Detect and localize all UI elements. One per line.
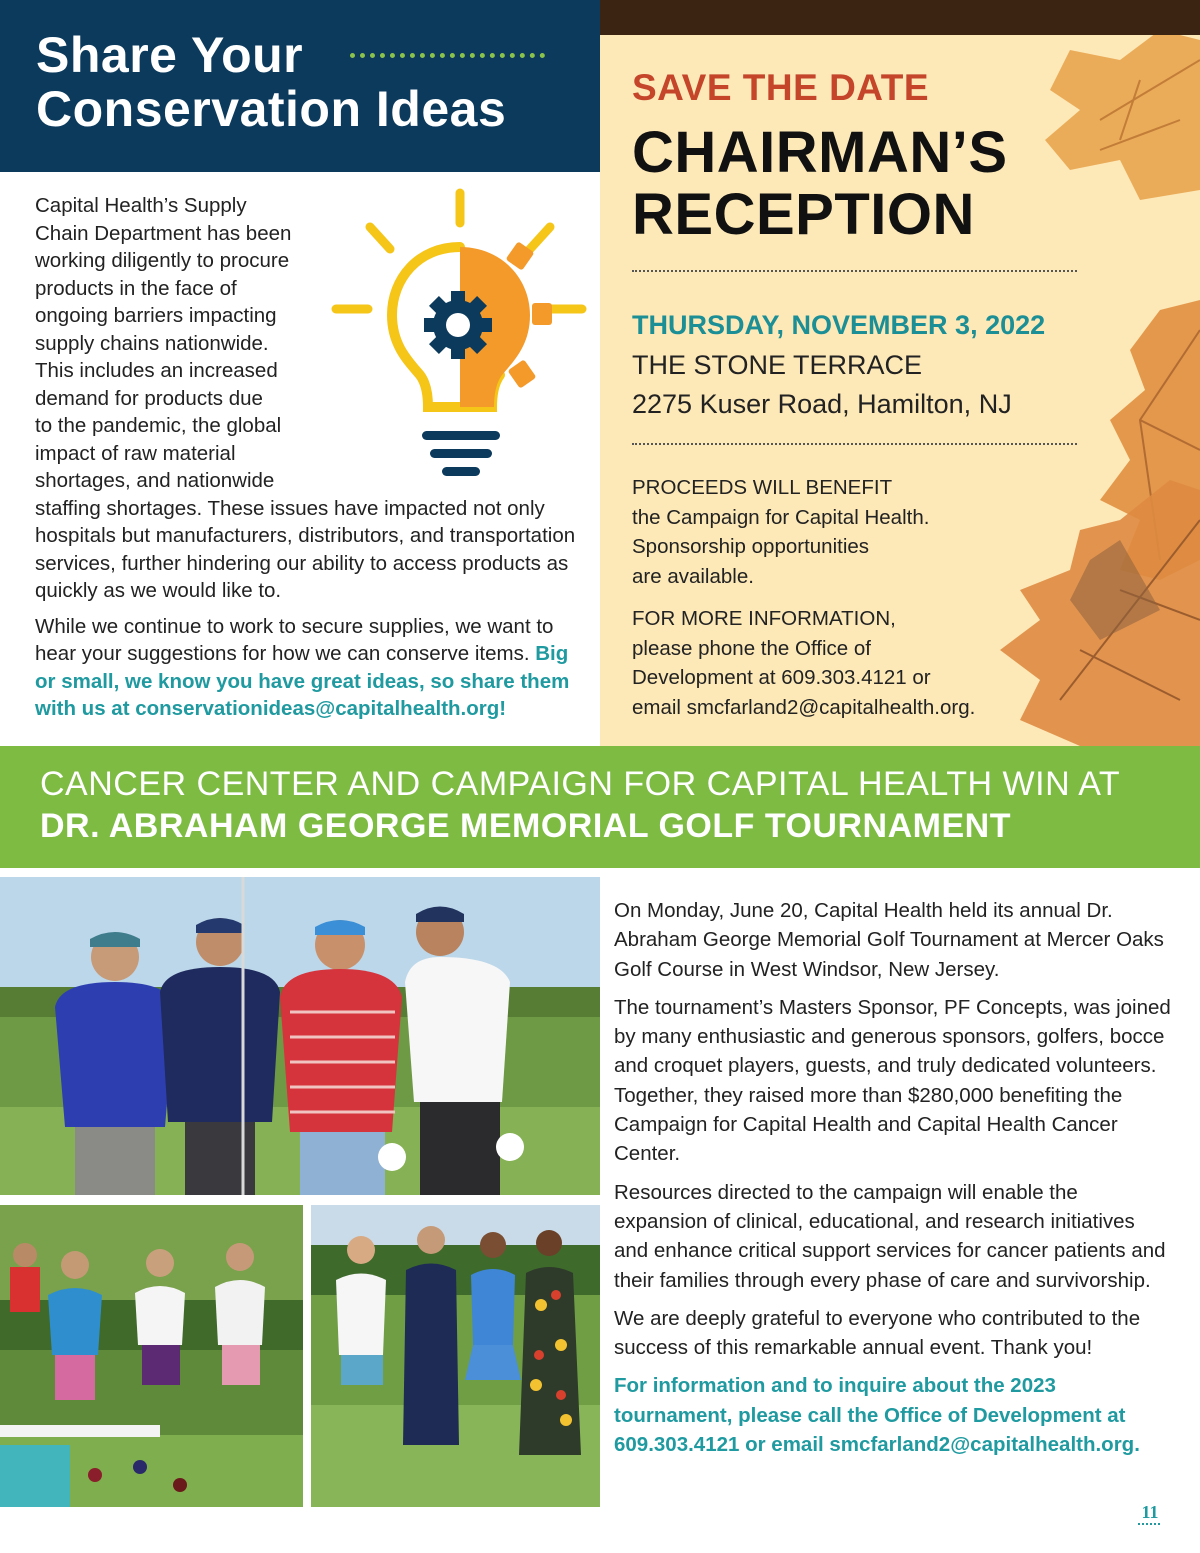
conservation-paragraph-1-tail: staffing shortages. These issues have impacted not only hospitals but manufacturers, distributors, and transportation services, further hindering our ability to access products as quickly as we would like to. (35, 496, 576, 602)
dotted-accent-line (350, 53, 545, 58)
event-title (632, 122, 1082, 246)
info-line: FOR MORE INFORMATION, (632, 607, 896, 630)
event-details (632, 473, 1052, 735)
conservation-paragraph-2-text: While we continue to work to secure supplies, we want to hear your suggestions for how we can conserve items. (35, 614, 554, 665)
event-date: THURSDAY, NOVEMBER 3, 2022 (632, 310, 1046, 340)
conservation-header (0, 0, 600, 172)
event-title-line1: CHAIRMAN’S (632, 120, 1008, 185)
conservation-line: shortages, and nationwide (35, 469, 275, 492)
save-the-date-top-bar (600, 0, 1200, 35)
event-location (632, 346, 1112, 424)
event-title-line2: RECEPTION (632, 182, 975, 247)
save-the-date-heading (632, 66, 1082, 246)
event-venue: THE STONE TERRACE (632, 350, 923, 380)
save-the-date-panel (600, 0, 1200, 746)
golf-tournament-banner (0, 746, 1200, 868)
info-line: please phone the Office of (632, 636, 871, 660)
conservation-line: working diligently to procure (35, 249, 290, 272)
conservation-line: to the pandemic, the global (35, 414, 282, 437)
photo-croquet-players (311, 1205, 600, 1507)
conservation-body (35, 192, 580, 731)
conservation-paragraph-1 (35, 192, 580, 605)
conservation-line: ongoing barriers impacting (35, 304, 277, 327)
banner-line1: CANCER CENTER AND CAMPAIGN FOR CAPITAL HEALTH WIN AT (40, 765, 1121, 803)
event-address: 2275 Kuser Road, Hamilton, NJ (632, 389, 1012, 419)
conservation-paragraph-2 (35, 613, 580, 723)
conservation-line: Capital Health’s Supply (35, 194, 247, 217)
photo-four-golfers (0, 877, 600, 1195)
conservation-line: This includes an increased (35, 359, 278, 382)
info-email-line[interactable]: email smcfarland2@capitalhealth.org. (632, 695, 976, 719)
proceeds-line: PROCEEDS WILL BENEFIT (632, 476, 893, 499)
banner-line2: DR. ABRAHAM GEORGE MEMORIAL GOLF TOURNAMENT (40, 807, 1011, 845)
page-number: 11 (1141, 1502, 1159, 1522)
conservation-line: Chain Department has been (35, 221, 292, 245)
article-contact-cta[interactable]: For information and to inquire about the 2023 tournament, please call the Office of Development at 609.303.4121 or email smcfarland2@capitalhealth.org. (614, 1374, 1140, 1457)
proceeds-line: Sponsorship opportunities (632, 535, 870, 558)
page-number-underline (1138, 1523, 1160, 1525)
article-paragraph: The tournament’s Masters Sponsor, PF Concepts, was joined by many enthusiastic and generous sponsors, golfers, bocce and croquet players, guests, and truly dedicated volunteers. Together, they raised more than $280,000 benefiting the Campaign for Capital Health and Capital Health Cancer Center. (614, 995, 1171, 1166)
conservation-line: impact of raw material (35, 441, 236, 465)
conservation-email-cta[interactable]: Big or small, we know you have great ideas, so share them with us at conservationideas@capitalhealth.org! (35, 642, 570, 720)
article-paragraph: Resources directed to the campaign will enable the expansion of clinical, educational, and research initiatives and enhance critical support services for cancer patients and their families through every phase of care and survivorship. (614, 1180, 1166, 1292)
conservation-line: demand for products due (35, 386, 263, 410)
dotted-divider (632, 443, 1077, 445)
golf-article (614, 896, 1174, 1468)
conservation-line: supply chains nationwide. (35, 331, 269, 355)
conservation-title-line2: Conservation Ideas (36, 81, 507, 137)
save-the-date-kicker: SAVE THE DATE (632, 67, 930, 108)
article-paragraph: On Monday, June 20, Capital Health held its annual Dr. Abraham George Memorial Golf Tournament at Mercer Oaks Golf Course in West Windsor, New Jersey. (614, 899, 1164, 981)
proceeds-line: are available. (632, 564, 754, 588)
info-line: Development at 609.303.4121 or (632, 666, 931, 689)
photo-bocce-players (0, 1205, 303, 1507)
more-info-note (632, 604, 1052, 722)
proceeds-note (632, 473, 1052, 591)
conservation-title (36, 28, 576, 136)
proceeds-line: the Campaign for Capital Health. (632, 505, 930, 529)
conservation-title-line1: Share Your (36, 27, 304, 83)
conservation-line: products in the face of (35, 276, 237, 300)
article-paragraph: We are deeply grateful to everyone who contributed to the success of this remarkable annual event. Thank you! (614, 1306, 1141, 1360)
dotted-divider (632, 270, 1077, 272)
